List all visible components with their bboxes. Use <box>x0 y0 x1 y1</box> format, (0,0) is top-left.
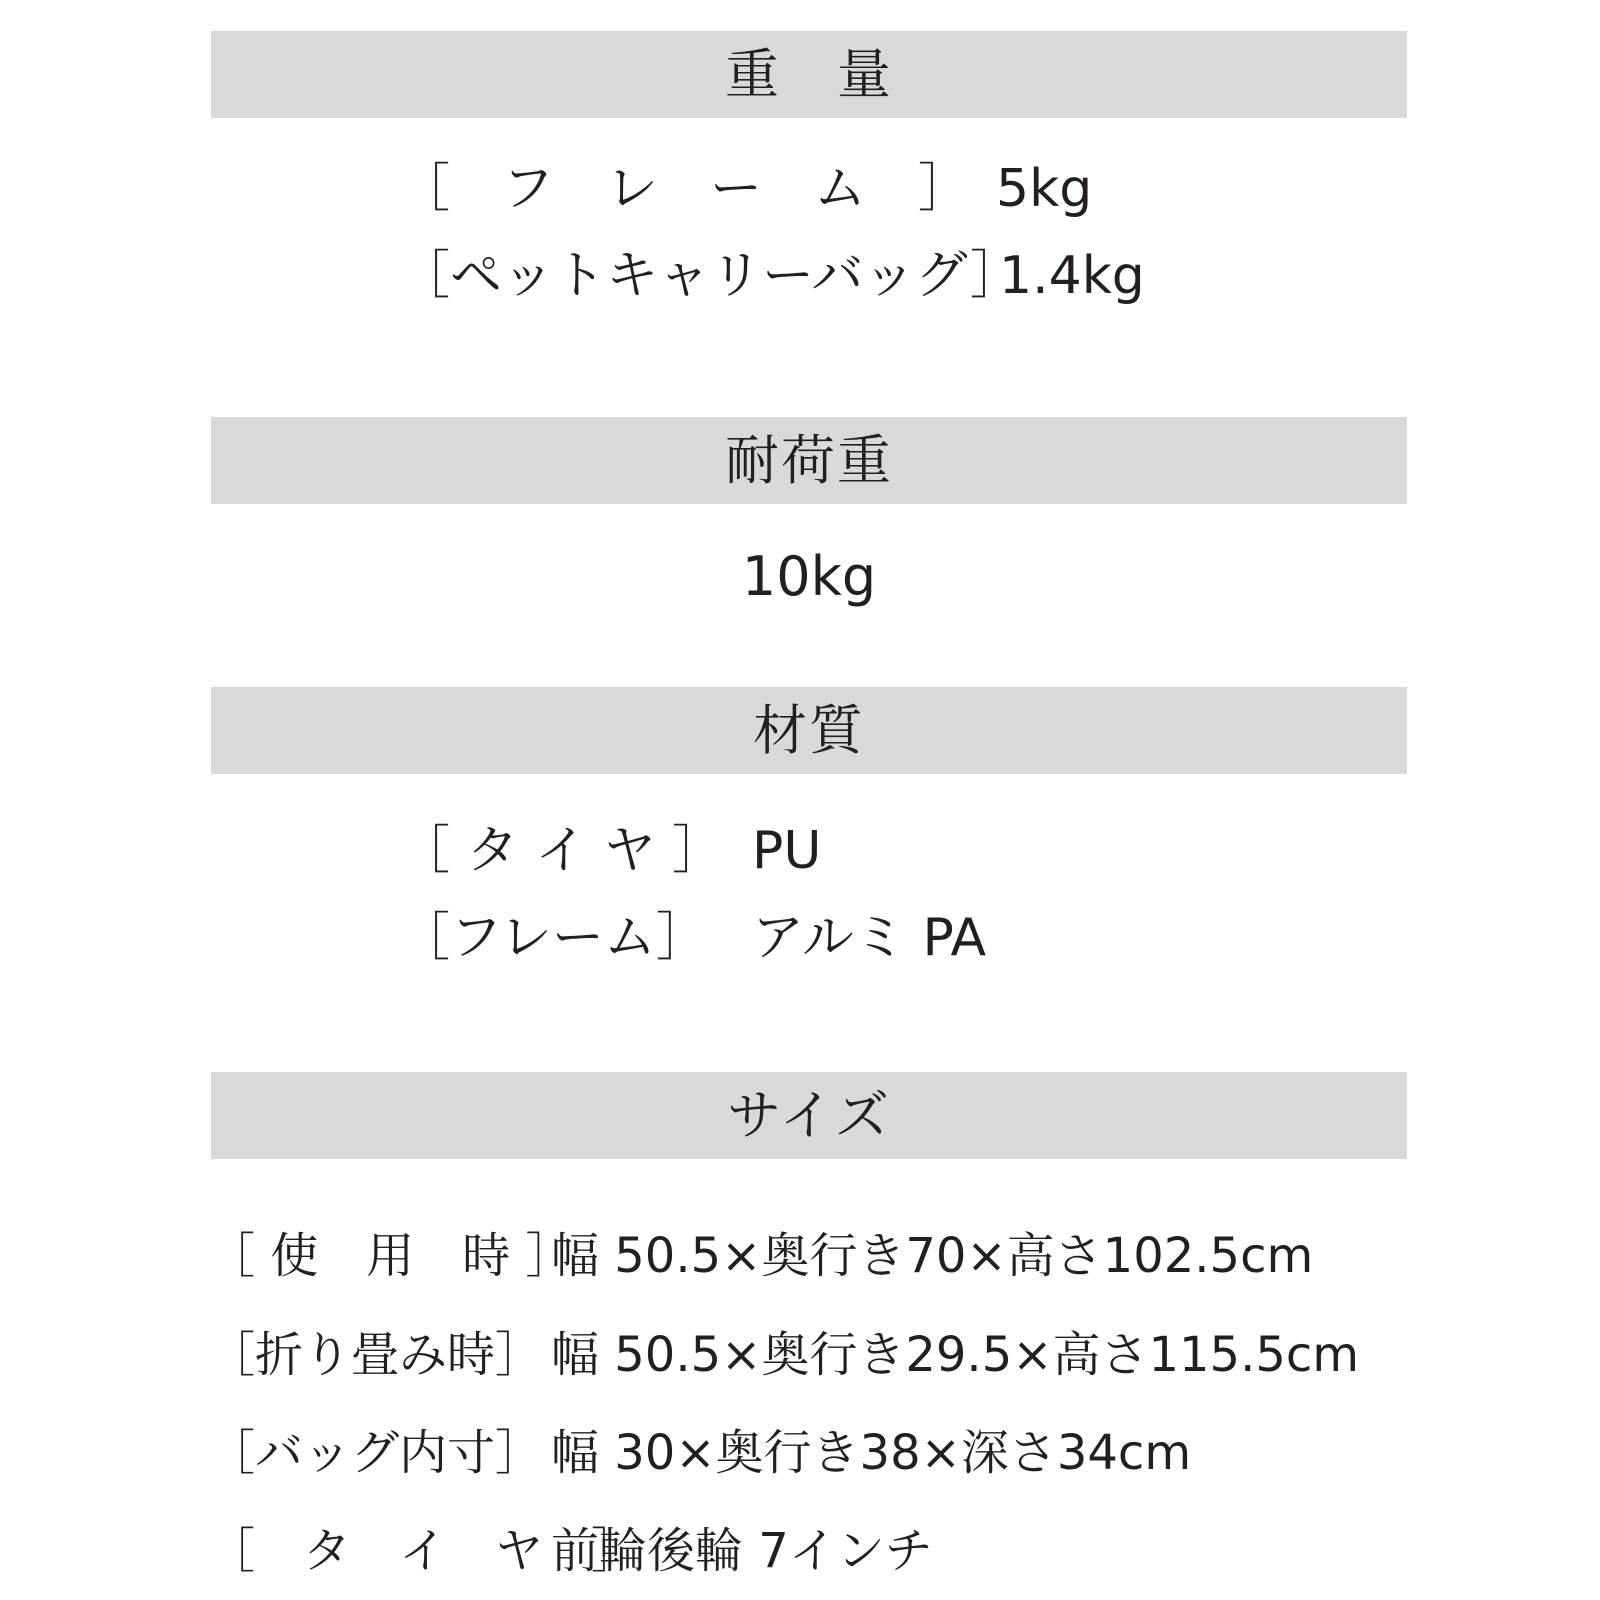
size-title: サイズ <box>727 1083 891 1147</box>
weight-frame-label: ［ フ レ ー ム ］ <box>398 159 971 219</box>
weight-row-bag <box>398 246 1145 306</box>
material-header <box>211 687 1407 774</box>
size-bag-inner-value: 幅 30×奥行き38×深さ34cm <box>551 1425 1192 1481</box>
material-title: 材質 <box>753 698 865 762</box>
weight-frame-value: 5kg <box>996 159 1093 219</box>
weight-bag-label: ［ペットキャリーバッグ］ <box>398 246 1023 306</box>
size-header <box>211 1072 1407 1159</box>
load-capacity-title: 耐荷重 <box>725 428 893 492</box>
size-in-use-value: 幅 50.5×奥行き70×高さ102.5cm <box>551 1228 1314 1284</box>
material-frame-label: ［フレーム］ <box>398 908 708 968</box>
material-tire-label: ［ タ イ ヤ ］ <box>398 821 725 881</box>
weight-row-frame <box>398 159 1093 219</box>
weight-header <box>211 31 1407 118</box>
material-frame-value: アルミ PA <box>752 908 987 968</box>
material-row-tire <box>398 821 822 881</box>
size-folded-label: ［折り畳み時］ <box>207 1327 544 1383</box>
load-capacity-header <box>211 417 1407 504</box>
material-row-frame <box>398 908 987 968</box>
size-folded-value: 幅 50.5×奥行き29.5×高さ115.5cm <box>551 1327 1360 1383</box>
material-tire-value: PU <box>752 821 822 881</box>
size-bag-inner-label: ［バッグ内寸］ <box>207 1425 544 1481</box>
weight-bag-value: 1.4kg <box>999 246 1145 306</box>
weight-title: 重 量 <box>725 42 893 106</box>
size-in-use-label: ［ 使 用 時 ］ <box>207 1228 574 1284</box>
size-tire-value: 前輪後輪 7インチ <box>551 1523 933 1579</box>
load-capacity-value: 10kg <box>741 545 877 608</box>
size-tire-label: ［ タ イ ヤ ］ <box>207 1523 640 1579</box>
